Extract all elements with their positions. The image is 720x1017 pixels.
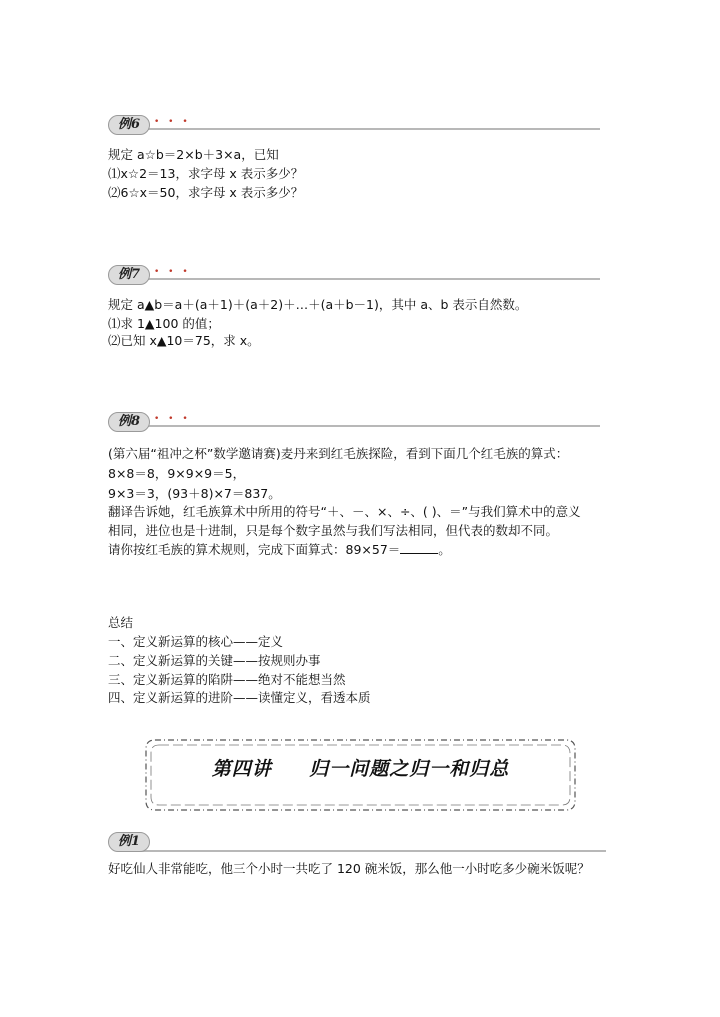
- ex6-line-3: ⑵6☆x＝50，求字母 x 表示多少？: [108, 185, 304, 200]
- ex8-line-2: 8×8＝8，9×9×9＝5，: [108, 466, 246, 481]
- header-rule: [138, 850, 606, 852]
- ex8-line-1: (第六届“祖冲之杯”数学邀请赛)麦丹来到红毛族探险，看到下面几个红毛族的算式：: [108, 446, 569, 461]
- decorative-dots: • • •: [154, 117, 191, 127]
- example-badge: 例6: [108, 115, 150, 135]
- example-7-header: [108, 265, 600, 287]
- header-rule: [138, 128, 600, 130]
- ex8-line-5: 相同，进位也是十进制，只是每个数字虽然与我们写法相同，但代表的数却不同。: [108, 523, 559, 538]
- chapter-banner: [143, 737, 578, 813]
- decorative-dots: • • •: [154, 414, 191, 424]
- ex7-line-3: ⑵已知 x▲10＝75，求 x。: [108, 333, 260, 348]
- header-rule: [138, 425, 600, 427]
- header-rule: [138, 278, 600, 280]
- ex8-line-6-end: 。: [438, 542, 451, 557]
- example-8-header: [108, 412, 600, 434]
- chapter-title: 第四讲 归一问题之归一和归总: [211, 758, 510, 780]
- example-badge: 例8: [108, 412, 150, 432]
- example-6-header: [108, 115, 600, 137]
- ex7-line-1: 规定 a▲b＝a＋(a＋1)＋(a＋2)＋…＋(a＋b－1)，其中 a、b 表示自然数。: [108, 297, 528, 312]
- summary-item-2: 二、定义新运算的关键——按规则办事: [108, 653, 321, 668]
- ex8-line-3: 9×3＝3，(93＋8)×7＝837。: [108, 486, 281, 501]
- summary-item-3: 三、定义新运算的陷阱——绝对不能想当然: [108, 672, 346, 687]
- example-1-header: [108, 832, 606, 854]
- summary-item-4: 四、定义新运算的进阶——读懂定义，看透本质: [108, 690, 371, 705]
- example-badge: 例7: [108, 265, 150, 285]
- summary-item-1: 一、定义新运算的核心——定义: [108, 634, 284, 649]
- ex8-line-4: 翻译告诉她，红毛族算术中所用的符号“＋、－、×、÷、( )、＝”与我们算术中的意义: [108, 504, 581, 519]
- ex7-line-2: ⑴求 1▲100 的值；: [108, 316, 220, 331]
- example-badge: 例1: [108, 832, 150, 852]
- answer-blank: [400, 542, 438, 554]
- ex6-line-2: ⑴x☆2＝13，求字母 x 表示多少？: [108, 166, 304, 181]
- ex8-line-6: [108, 542, 451, 558]
- ex8-line-6-text: 请你按红毛族的算术规则，完成下面算式：89×57＝: [108, 542, 401, 557]
- ex1-line-1: 好吃仙人非常能吃，他三个小时一共吃了 120 碗米饭，那么他一小时吃多少碗米饭呢？: [108, 861, 590, 876]
- decorative-dots: • • •: [154, 267, 191, 277]
- summary-title: 总结: [108, 615, 134, 630]
- ex6-line-1: 规定 a☆b＝2×b＋3×a，已知: [108, 147, 279, 162]
